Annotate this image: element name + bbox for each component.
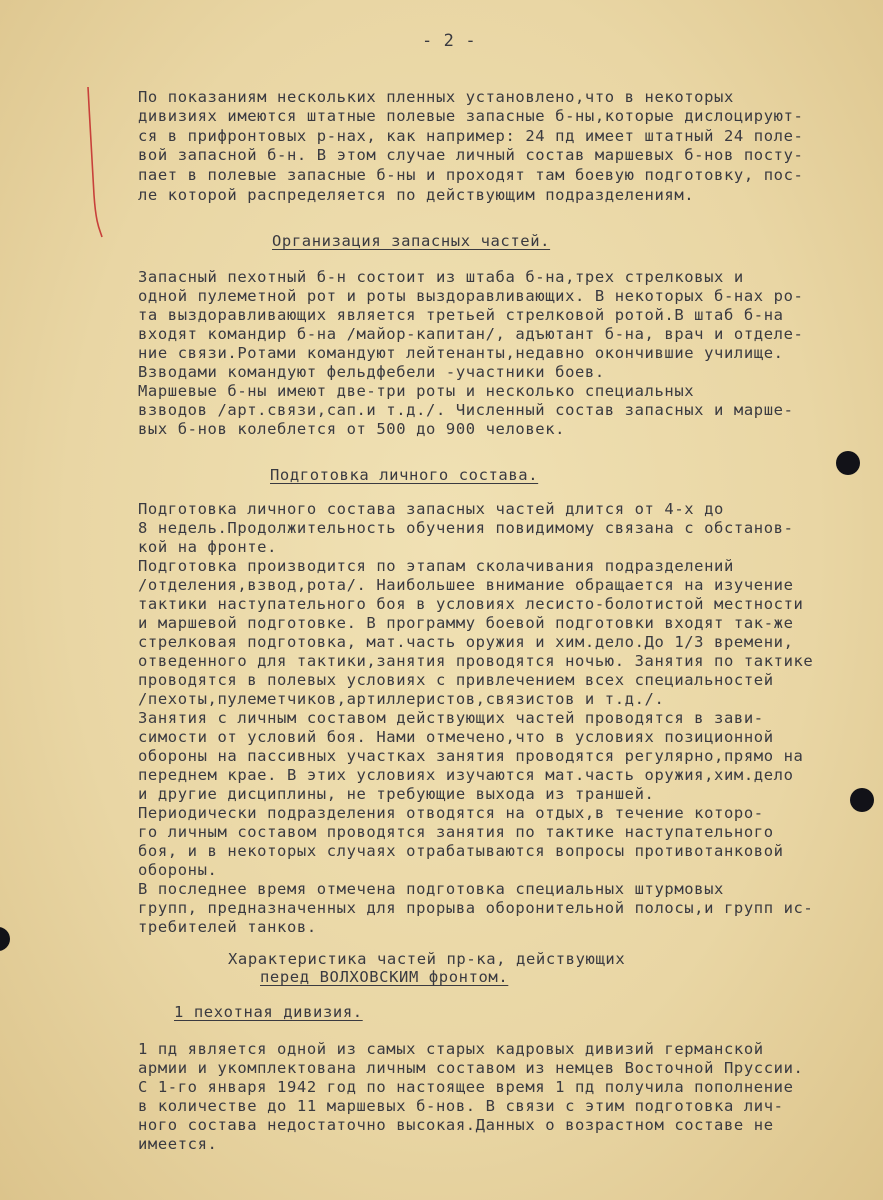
text-line: ся в прифронтовых р-нах, как например: 24 пд имеет штатный 24 поле- bbox=[138, 127, 804, 145]
text-line: 8 недель.Продолжительность обучения повидимому связана с обстанов- bbox=[138, 519, 794, 537]
section-heading-units-line1: Характеристика частей пр-ка, действующих bbox=[228, 950, 626, 968]
text-line: вой запасной б-н. В этом случае личный состав маршевых б-нов посту- bbox=[138, 146, 804, 164]
text-line: армии и укомплектована личным составом из немцев Восточной Пруссии. bbox=[138, 1059, 804, 1077]
text-line: /пехоты,пулеметчиков,артиллеристов,связистов и т.д./. bbox=[138, 690, 665, 708]
section-heading-units-line2: перед ВОЛХОВСКИМ фронтом. bbox=[260, 968, 509, 986]
text-line: дивизиях имеются штатные полевые запасные б-ны,которые дислоцируют- bbox=[138, 107, 804, 125]
text-line: взводов /арт.связи,сап.и т.д./. Численный состав запасных и марше- bbox=[138, 401, 794, 419]
text-line: ние связи.Ротами командуют лейтенанты,недавно окончившие училище. bbox=[138, 344, 784, 362]
text-line: имеется. bbox=[138, 1135, 218, 1153]
text-line: входят командир б-на /майор-капитан/, адъютант б-на, врач и отделе- bbox=[138, 325, 804, 343]
text-line: требителей танков. bbox=[138, 918, 317, 936]
text-line: та выздоравливающих является третьей стрелковой ротой.В штаб б-на bbox=[138, 306, 784, 324]
text-line: вых б-нов колеблется от 500 до 900 человек. bbox=[138, 420, 566, 438]
text-line: тактики наступательного боя в условиях лесисто-болотистой местности bbox=[138, 595, 804, 613]
text-line: ле которой распределяется по действующим подразделениям. bbox=[138, 186, 695, 204]
text-line: го личным составом проводятся занятия по тактике наступательного bbox=[138, 823, 774, 841]
text-line: боя, и в некоторых случаях отрабатываются вопросы противотанковой bbox=[138, 842, 784, 860]
text-line: Подготовка личного состава запасных частей длится от 4-х до bbox=[138, 500, 724, 518]
text-line: 1 пд является одной из самых старых кадровых дивизий германской bbox=[138, 1040, 764, 1058]
punch-hole bbox=[850, 788, 874, 812]
text-line: Занятия с личным составом действующих частей проводятся в зави- bbox=[138, 709, 764, 727]
section-heading-training: Подготовка личного состава. bbox=[270, 466, 539, 484]
text-line: переднем крае. В этих условиях изучаются мат.часть оружия,хим.дело bbox=[138, 766, 794, 784]
text-line: кой на фронте. bbox=[138, 538, 278, 556]
text-line: обороны. bbox=[138, 861, 218, 879]
text-line: отведенного для тактики,занятия проводятся ночью. Занятия по тактике bbox=[138, 652, 814, 670]
text-line: По показаниям нескольких пленных установлено,что в некоторых bbox=[138, 88, 734, 106]
red-margin-mark bbox=[82, 85, 104, 240]
text-line: Взводами командуют фельдфебели -участники боев. bbox=[138, 363, 605, 381]
text-line: В последнее время отмечена подготовка специальных штурмовых bbox=[138, 880, 724, 898]
text-line: Маршевые б-ны имеют две-три роты и несколько специальных bbox=[138, 382, 695, 400]
punch-hole bbox=[0, 927, 10, 951]
text-line: и другие дисциплины, не требующие выхода из траншей. bbox=[138, 785, 655, 803]
punch-hole bbox=[836, 451, 860, 475]
text-line: в количестве до 11 маршевых б-нов. В связи с этим подготовка лич- bbox=[138, 1097, 784, 1115]
text-line: ного состава недостаточно высокая.Данных о возрастном составе не bbox=[138, 1116, 774, 1134]
text-line: Подготовка производится по этапам сколачивания подразделений bbox=[138, 557, 734, 575]
text-line: и маршевой подготовке. В программу боевой подготовки входят так-же bbox=[138, 614, 794, 632]
text-line: обороны на пассивных участках занятия проводятся регулярно,прямо на bbox=[138, 747, 804, 765]
text-line: Периодически подразделения отводятся на отдых,в течение которо- bbox=[138, 804, 764, 822]
text-line: С 1-го января 1942 год по настоящее время 1 пд получила пополнение bbox=[138, 1078, 794, 1096]
text-line: стрелковая подготовка, мат.часть оружия и хим.дело.До 1/3 времени, bbox=[138, 633, 794, 651]
text-line: одной пулеметной рот и роты выздоравливающих. В некоторых б-нах ро- bbox=[138, 287, 804, 305]
text-line: /отделения,взвод,рота/. Наибольшее внимание обращается на изучение bbox=[138, 576, 794, 594]
text-line: групп, предназначенных для прорыва оборонительной полосы,и групп ис- bbox=[138, 899, 814, 917]
section-heading-organization: Организация запасных частей. bbox=[272, 232, 551, 250]
subheading-1-infantry-division: 1 пехотная дивизия. bbox=[174, 1003, 363, 1021]
text-line: проводятся в полевых условиях с привлечением всех специальностей bbox=[138, 671, 774, 689]
text-line: симости от условий боя. Нами отмечено,что в условиях позиционной bbox=[138, 728, 774, 746]
text-line: Запасный пехотный б-н состоит из штаба б-на,трех стрелковых и bbox=[138, 268, 744, 286]
page-number: - 2 - bbox=[422, 31, 477, 51]
text-line: пает в полевые запасные б-ны и проходят там боевую подготовку, пос- bbox=[138, 166, 804, 184]
